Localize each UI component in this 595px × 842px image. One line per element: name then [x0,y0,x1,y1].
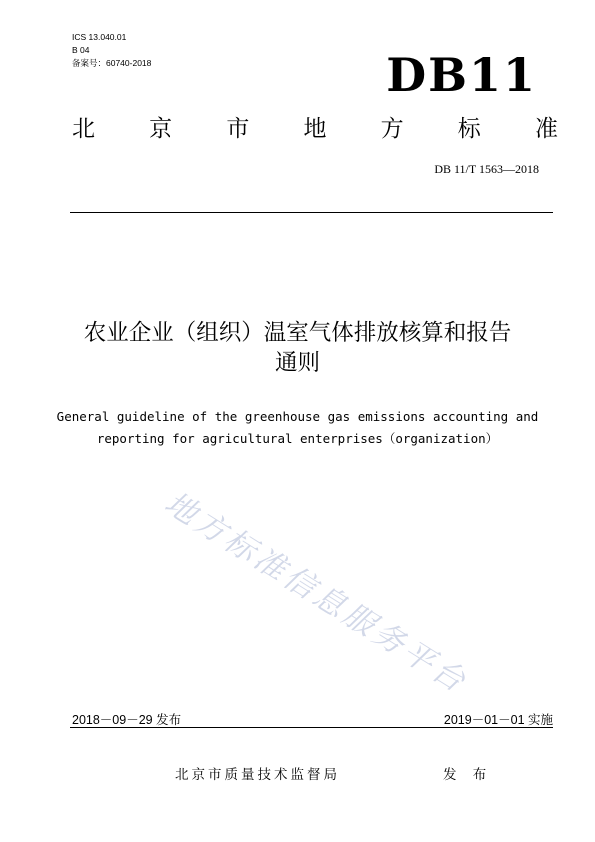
english-title-line-1: General guideline of the greenhouse gas emissions accounting and [56,409,539,424]
english-title-line-2: reporting for agricultural enterprises（organization） [96,431,499,446]
chinese-title-line-2: 通则 [274,350,320,376]
issuing-authority: 北京市质量技术监督局 [175,767,340,783]
chinese-title [40,318,555,378]
ics-code: ICS 13.040.01 [72,32,127,42]
standard-number: DB 11/T 1563—2018 [434,162,539,176]
ccs-code: B 04 [72,45,90,55]
chinese-title-line-1: 农业企业（组织）温室气体排放核算和报告 [83,320,512,346]
publish-date: 2018－09－29 发布 [72,713,182,727]
top-divider [70,212,553,213]
filing-number: 备案号：60740-2018 [72,58,152,68]
standard-type-char: 北 [72,116,95,142]
implementation-date: 2019－01－01 实施 [443,713,553,727]
standard-type-char: 京 [149,116,173,142]
watermark: 地方标准信息服务平台 [158,484,475,701]
standard-type [72,114,558,144]
standard-type-char: 地 [303,116,327,142]
standard-code-logo: DB11 [386,48,537,102]
bottom-divider [70,727,553,728]
standard-type-char: 标 [457,116,481,142]
english-title [40,406,555,450]
standard-type-char: 方 [380,116,404,142]
standard-type-char: 市 [226,116,250,142]
standard-type-char: 准 [534,116,558,142]
issue-label: 发 布 [443,767,493,783]
